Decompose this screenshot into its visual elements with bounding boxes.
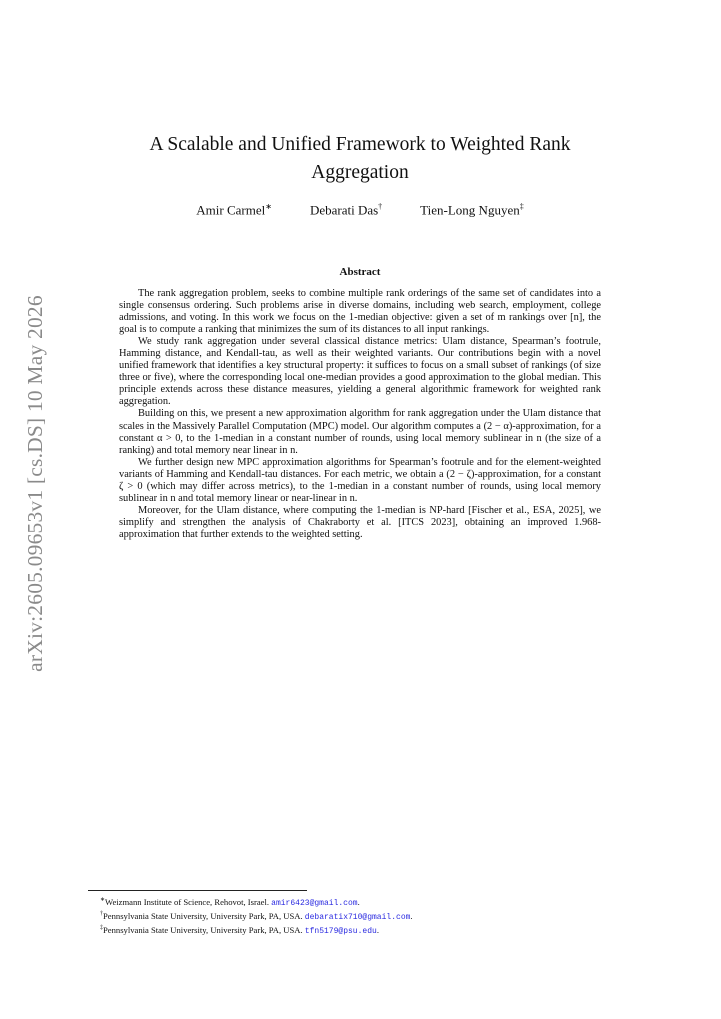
footnote-divider	[88, 890, 307, 891]
abstract-paragraph: We study rank aggregation under several classical distance metrics: Ulam distance, Spearman’s footrule, Hamming distance, and Kendall-tau, as well as their weighted variants. Our contributions begin with a novel unified framework that identifies a key structural property: it suffices to focus on a small subset of rankings (of size three or five), where the corresponding local one-median provides a good approximation to the global median. This principle extends across these distance measures, yielding a general algorithmic framework for weighted rank aggregation.	[119, 336, 601, 408]
abstract-paragraph: Building on this, we present a new approximation algorithm for rank aggregation under the Ulam distance that scales in the Massively Parallel Computation (MPC) model. Our algorithm computes a (2 − α)-approximation, for a constant α > 0, to the 1-median in a constant number of rounds, using local memory sublinear in n (the size of a ranking) and total memory near linear in n.	[119, 408, 601, 456]
paper-title: A Scalable and Unified Framework to Weighted Rank Aggregation	[149, 134, 571, 183]
abstract-paragraph: We further design new MPC approximation algorithms for Spearman’s footrule and for the element-weighted variants of Hamming and Kendall-tau distances. For each metric, we obtain a (2 − ζ)-approximation, for a constant ζ > 0 (which may differ across metrics), to the 1-median in a constant number of rounds, using local memory sublinear in n and total memory linear or near-linear in n.	[119, 456, 601, 504]
footnotes	[100, 895, 620, 937]
author: Tien-Long Nguyen‡	[420, 202, 524, 218]
email-link[interactable]: amir6423@gmail.com	[271, 898, 358, 908]
abstract-paragraph: Moreover, for the Ulam distance, where computing the 1-median is NP-hard [Fischer et al., ESA, 2025], we simplify and strengthen the analysis of Chakraborty et al. [ITCS 2023], obtaining an improved 1.968-approximation that further extends to the weighted setting.	[119, 504, 601, 540]
abstract-paragraph: The rank aggregation problem, seeks to combine multiple rank orderings of the same set of candidates into a single consensus ordering. Such problems arise in diverse domains, including web search, employment, college admissions, and voting. In this work we focus on the 1-median objective: given a set of m rankings over [n], the goal is to compute a ranking that minimizes the sum of its distances to all input rankings.	[119, 288, 601, 336]
abstract-body	[119, 288, 601, 541]
arxiv-identifier[interactable]: arXiv:2605.09653v1 [cs.DS] 10 May 2026	[22, 294, 47, 672]
footnote: †Pennsylvania State University, University Park, PA, USA. debaratix710@gmail.com.	[100, 911, 413, 923]
footnote: ‡Pennsylvania State University, University Park, PA, USA. tfn5179@psu.edu.	[100, 925, 379, 937]
footnote: ∗Weizmann Institute of Science, Rehovot, Israel. amir6423@gmail.com.	[100, 896, 360, 908]
author: Debarati Das†	[309, 202, 383, 218]
author-list	[110, 202, 610, 218]
author: Amir Carmel∗	[196, 202, 272, 218]
email-link[interactable]: tfn5179@psu.edu	[304, 927, 377, 937]
abstract-heading: Abstract	[339, 266, 381, 278]
email-link[interactable]: debaratix710@gmail.com	[304, 913, 411, 923]
arxiv-sidebar	[20, 294, 50, 672]
